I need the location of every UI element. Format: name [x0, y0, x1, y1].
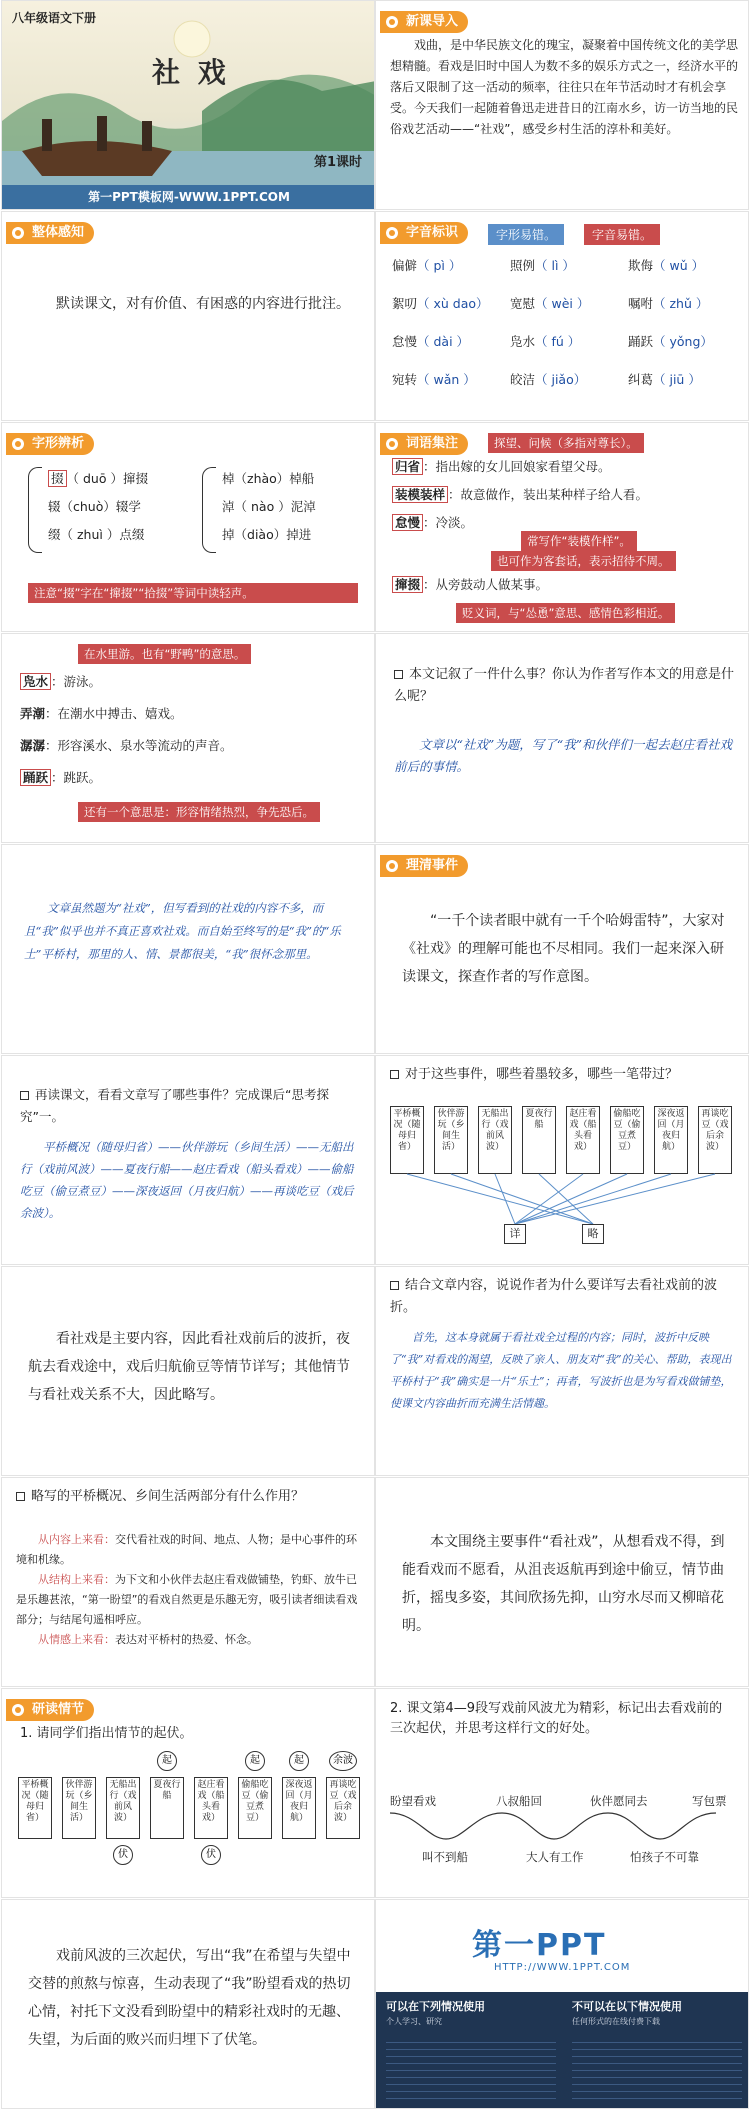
section-tag: 整体感知: [6, 222, 94, 244]
section-tag: 理清事件: [380, 855, 468, 877]
section-tag: 新课导入: [380, 11, 468, 33]
wave-top-label: 伙伴愿同去: [590, 1794, 648, 1808]
pron-item: [392, 294, 489, 312]
answer-text: 平桥概况（随母归省）——伙伴游玩（乡间生活）——无船出行（戏前风波）——夏夜行船——赵庄看戏（船头看戏）——偷船吃豆（偷豆煮豆）——深夜返回（月夜归航）——再谈吃豆（戏后余波）。: [20, 1140, 354, 1220]
pron-item: [510, 256, 575, 274]
event-box: 平桥概况（随母归省）: [390, 1106, 424, 1174]
cover-site: 第一PPT模板网-WWW.1PPT.COM: [2, 185, 375, 209]
pron-word: 凫水: [510, 334, 536, 349]
pron-item: [628, 294, 708, 312]
event-box: 偷船吃豆（偷豆煮豆）: [610, 1106, 644, 1174]
event-box: 无船出行（戏前风波）: [478, 1106, 512, 1174]
slide-overview[interactable]: [1, 211, 375, 421]
hint-glyph-error: 字形易错。: [488, 224, 564, 245]
slide-vocab[interactable]: [375, 422, 749, 632]
slide-plot[interactable]: [1, 1688, 375, 1898]
vocab2-item: [20, 768, 101, 786]
pron-pinyin: （ dài ）: [417, 334, 470, 349]
plot-box: 深夜返回（月夜归航）: [282, 1777, 316, 1839]
pron-pinyin: （ fú ）: [535, 334, 581, 349]
vocab2-def: ：形容溪水、泉水等流动的声音。: [45, 738, 233, 753]
waves-question: 2. 课文第4—9段写戏前风波尤为精彩，标记出去看戏前的三次起伏，并思考这样行文的好处。: [390, 1701, 723, 1736]
vocab-note-3: 贬义词，与“怂恿”意思、感情色彩相近。: [456, 603, 675, 623]
question-body: 再读课文，看看文章写了哪些事件？完成课后“思考探究”一。: [20, 1087, 329, 1124]
glyph-left-item: [48, 469, 148, 487]
wave-bottom-label: 大人有工作: [526, 1850, 584, 1864]
wave-bottom-label: 叫不到船: [422, 1850, 468, 1864]
ad-link-list-right: [572, 2036, 742, 2100]
slide-theme[interactable]: [1, 844, 375, 1054]
pron-item: [392, 370, 476, 388]
pron-pinyin: （ lì ）: [535, 258, 575, 273]
wave-top-label: 写包票: [692, 1794, 727, 1808]
pron-word: 絮叨: [392, 296, 418, 311]
slide-question-1[interactable]: [375, 633, 749, 843]
question-body: 略写的平桥概况、乡间生活两部分有什么作用？: [31, 1489, 305, 1504]
plot-rise-mark: 起: [289, 1751, 309, 1771]
vocab-top-note: 探望、问候（多指对尊长）。: [488, 433, 644, 453]
bullet-icon: [390, 1281, 399, 1290]
pron-pinyin: （ pì ）: [417, 258, 462, 273]
plot-box: 平桥概况（随母归省）: [18, 1777, 52, 1839]
question-text: [16, 1486, 360, 1508]
slide-vocab-2[interactable]: [1, 633, 375, 843]
question-body: 本文记叙了一件什么事？你认为作者写作本文的用意是什么呢？: [394, 667, 735, 704]
vocab-note-2: 也可作为客套话，表示招待不周。: [491, 551, 676, 571]
vocab2-top-note: 在水里游。也有“野鸭”的意思。: [78, 644, 251, 664]
structure-label: 从结构上来看：: [38, 1573, 115, 1586]
ad-url: HTTP://WWW.1PPT.COM: [494, 1962, 631, 1973]
ad-can-title: 可以在下列情况使用: [386, 2000, 485, 2013]
pron-word: 宛转: [392, 372, 418, 387]
wave-top-label: 盼望看戏: [390, 1794, 436, 1808]
vocab-term: 装模装样: [392, 486, 448, 503]
vocab-item: [392, 485, 648, 503]
glyph-right-item: [222, 525, 311, 543]
answer-text: 首先，这本身就属于看社戏全过程的内容；同时，波折中反映了“我”对看戏的渴望，反映了亲人、朋友对“我”的关心、帮助，表现出平桥村于“我”确实是一片“乐土”；再者，写波折也是为写看戏做铺垫，使课文内容曲折而充满生活情趣。: [390, 1331, 732, 1410]
conclusion-text: 戏前风波的三次起伏，写出“我”在希望与失望中交替的煎熬与惊喜，生动表现了“我”盼望看戏的热切心情，衬托下文没看到盼望中的精彩社戏时的无趣、失望，为后面的败兴而归埋下了伏笔。: [28, 1948, 351, 2048]
event-box: 深夜返回（月夜归航）: [654, 1106, 688, 1174]
vocab-item: [392, 575, 548, 593]
cover-lesson: 第1课时: [313, 155, 362, 170]
slide-pronunciation[interactable]: [375, 211, 749, 421]
pron-item: [628, 332, 713, 350]
pron-item: [628, 370, 701, 388]
pron-word: 照例: [510, 258, 536, 273]
content-text: 交代看社戏的时间、地点、人物；是中心事件的环境和机缘。: [16, 1533, 357, 1566]
pron-pinyin: （ wǎn ）: [417, 372, 476, 387]
glyph-detail: （diào）掉进: [234, 527, 312, 542]
vocab-term: 归省: [392, 458, 423, 475]
vocab2-term: 踊跃: [20, 769, 51, 786]
emotion-label: 从情感上来看：: [38, 1633, 115, 1646]
pron-word: 宽慰: [510, 296, 536, 311]
vocab-def: ：故意做作，装出某种样子给人看。: [448, 487, 649, 502]
pron-pinyin: （ wèi ）: [535, 296, 590, 311]
plot-question: 1. 请同学们指出情节的起伏。: [20, 1726, 193, 1741]
pron-item: [510, 370, 586, 388]
pron-pinyin: （ jiǎo）: [535, 372, 587, 387]
ad-cannot-note: 任何形式的在线付费下载: [572, 2017, 660, 2026]
question-text: [390, 1275, 734, 1319]
pron-item: [510, 332, 580, 350]
plot-box: 夏夜行船: [150, 1777, 184, 1839]
pron-word: 欺侮: [628, 258, 654, 273]
slide-summary[interactable]: [375, 1477, 749, 1687]
pron-word: 纠葛: [628, 372, 654, 387]
vocab2-item: [20, 672, 101, 690]
pron-pinyin: （ yǒng）: [653, 334, 713, 349]
bullet-icon: [394, 670, 403, 679]
overview-text: 默读课文，对有价值、有困惑的内容进行批注。: [56, 296, 350, 312]
vocab2-def: ：游泳。: [51, 674, 102, 689]
pron-item: [392, 256, 461, 274]
slide-glyph-compare[interactable]: [1, 422, 375, 632]
plot-box: 再谈吃豆（戏后余波）: [326, 1777, 360, 1839]
section-tag: 字形辨析: [6, 433, 94, 455]
pron-item: [392, 332, 469, 350]
left-brace: [28, 467, 42, 553]
vocab-def: ：从旁鼓动人做某事。: [423, 577, 549, 592]
slide-events[interactable]: [375, 844, 749, 1054]
slide-question-3[interactable]: [375, 1266, 749, 1476]
glyph-left-item: [48, 525, 144, 543]
connector-lines: [376, 1056, 749, 1265]
plot-box: 无船出行（戏前风波）: [106, 1777, 140, 1839]
slide-detail-brief[interactable]: [375, 1055, 749, 1265]
question-text: [20, 1084, 360, 1128]
slide-conclusion[interactable]: [1, 1899, 375, 2109]
vocab2-item: [20, 704, 183, 722]
plot-box: 伙伴游玩（乡间生活）: [62, 1777, 96, 1839]
vocab2-term: 潺潺: [20, 738, 46, 753]
glyph-char: 淖: [222, 499, 235, 514]
event-box: 再谈吃豆（戏后余波）: [698, 1106, 732, 1174]
vocab-term: 撺掇: [392, 576, 423, 593]
reason-text: 看社戏是主要内容，因此看社戏前后的波折，夜航去看戏途中，戏后归航偷豆等情节详写；其他情节与看社戏关系不大，因此略写。: [28, 1331, 350, 1403]
glyph-detail: （ zhuì ）点缀: [60, 527, 145, 542]
wave-top-label: 八叔船回: [496, 1794, 542, 1808]
vocab2-term: 弄潮: [20, 706, 46, 721]
ad-link-list-left: [386, 2036, 556, 2100]
vocab-note-1: 常写作“装模作样”。: [521, 531, 637, 551]
plot-box: 赵庄看戏（船头看戏）: [194, 1777, 228, 1839]
plot-box: 偷船吃豆（偷豆煮豆）: [238, 1777, 272, 1839]
brief-label: 略: [582, 1224, 604, 1244]
cover-title: 社 戏: [152, 56, 230, 89]
slide-cover[interactable]: [1, 0, 375, 210]
vocab-item: [392, 513, 473, 531]
vocab2-item: [20, 736, 233, 754]
pron-pinyin: （ jiū ）: [653, 372, 701, 387]
section-tag: 研读情节: [6, 1699, 94, 1721]
summary-text: 本文围绕主要事件“看社戏”，从想看戏不得，到能看戏而不愿看，从沮丧返航再到途中偷豆，情节曲折，摇曳多姿，其间欣扬先抑，山穷水尽而又柳暗花明。: [402, 1534, 725, 1634]
event-box: 伙伴游玩（乡间生活）: [434, 1106, 468, 1174]
plot-rise-mark: 余波: [329, 1751, 357, 1771]
glyph-detail: （zhào）棹船: [234, 471, 315, 486]
pron-pinyin: （ zhǔ ）: [653, 296, 709, 311]
pron-pinyin: （ wǔ ）: [653, 258, 705, 273]
answer-text: 文章以“社戏”为题，写了“我”和伙伴们一起去赵庄看社戏前后的事情。: [394, 737, 733, 774]
connector-line: [407, 1174, 593, 1224]
cover-illustration: [2, 1, 375, 210]
pron-word: 嘱咐: [628, 296, 654, 311]
glyph-detail: （ duō ）撺掇: [66, 471, 148, 486]
wave-bottom-label: 怕孩子不可靠: [630, 1850, 699, 1864]
pron-word: 偏僻: [392, 258, 418, 273]
theme-text: 文章虽然题为“社戏”，但写看到的社戏的内容不多，而且“我”似乎也并不真正喜欢社戏。而自始至终写的是“我”的“乐土”平桥村，那里的人、情、景都很美，“我”很怀念那里。: [24, 901, 341, 961]
vocab-def: ：指出嫁的女儿回娘家看望父母。: [423, 459, 611, 474]
pron-word: 皎洁: [510, 372, 536, 387]
pron-word: 踊跃: [628, 334, 654, 349]
emotion-text: 表达对平桥村的热爱、怀念。: [115, 1633, 258, 1646]
glyph-detail: （chuò）辍学: [60, 499, 141, 514]
vocab2-def: ：在潮水中搏击、嬉戏。: [45, 706, 183, 721]
ad-logo-area: [376, 1900, 749, 1992]
vocab-def: ：冷淡。: [423, 515, 474, 530]
plot-fall-mark: 伏: [113, 1845, 133, 1865]
bullet-icon: [20, 1091, 29, 1100]
detail-label: 详: [504, 1224, 526, 1244]
slide-question-4[interactable]: [1, 1477, 375, 1687]
ad-can-note: 个人学习、研究: [386, 2017, 442, 2026]
glyph-char: 掇: [48, 470, 67, 487]
vocab2-bottom-note: 还有一个意思是：形容情绪热烈，争先恐后。: [78, 802, 320, 822]
pron-pinyin: （ xù dao）: [417, 296, 489, 311]
glyph-right-item: [222, 497, 316, 515]
slide-ad[interactable]: [375, 1899, 749, 2109]
vocab-term: 怠慢: [392, 514, 423, 531]
vocab2-term: 凫水: [20, 673, 51, 690]
connector-line: [515, 1174, 671, 1224]
event-box: 赵庄看戏（船头看戏）: [566, 1106, 600, 1174]
glyph-left-item: [48, 497, 141, 515]
plot-rise-mark: 起: [157, 1751, 177, 1771]
pron-word: 怠慢: [392, 334, 418, 349]
pron-item: [510, 294, 589, 312]
vocab-item: [392, 457, 611, 475]
section-tag: 字音标识: [380, 222, 468, 244]
ad-cannot-title: 不可以在以下情况使用: [572, 2000, 682, 2013]
glyph-detail: （ nào ）泥淖: [234, 499, 316, 514]
connector-line: [515, 1174, 715, 1224]
ad-panel: [376, 1992, 749, 2109]
cover-book-label: 八年级语文下册: [12, 11, 97, 25]
glyph-char: 棹: [222, 471, 235, 486]
glyph-note: 注意“掇”字在“撺掇”“拾掇”等词中读轻声。: [28, 583, 358, 603]
slide-three-waves[interactable]: [375, 1688, 749, 1898]
glyph-right-item: [222, 469, 314, 487]
events-text: “一千个读者眼中就有一千个哈姆雷特”，大家对《社戏》的理解可能也不尽相同。我们一起来深入研读课文，探查作者的写作意图。: [402, 913, 725, 985]
connector-line: [495, 1174, 515, 1224]
intro-text: 戏曲，是中华民族文化的瑰宝，凝聚着中国传统文化的美学思想精髓。看戏是旧时中国人为数不多的娱乐方式之一，经济水平的落后又限制了这一活动的频率，往往只在年节活动时才有机会享受。今天我们一起随着鲁迅走进昔日的江南水乡，访一访当地的民俗戏艺活动——“社戏”，感受乡村生活的淳朴和美好。: [390, 38, 739, 136]
bullet-icon: [16, 1492, 25, 1501]
question-body: 对于这些事件，哪些着墨较多，哪些一笔带过？: [405, 1067, 679, 1082]
plot-fall-mark: 伏: [201, 1845, 221, 1865]
slide-intro[interactable]: [375, 0, 749, 210]
question-body: 结合文章内容，说说作者为什么要详写去看社戏前的波折。: [390, 1278, 718, 1315]
plot-rise-mark: 起: [245, 1751, 265, 1771]
wave-path: [390, 1813, 716, 1839]
slide-question-2[interactable]: [1, 1055, 375, 1265]
glyph-char: 掉: [222, 527, 235, 542]
ad-logo: 第一PPT: [472, 1928, 607, 1963]
right-brace: [202, 467, 216, 553]
event-box: 夏夜行船: [522, 1106, 556, 1174]
hint-sound-error: 字音易错。: [584, 224, 660, 245]
question-text: [394, 664, 734, 708]
vocab2-def: ：跳跃。: [51, 770, 102, 785]
glyph-char: 辍: [48, 499, 61, 514]
glyph-char: 缀: [48, 527, 61, 542]
section-tag: 词语集注: [380, 433, 468, 455]
answer-content: [16, 1530, 362, 1650]
slide-detail-reason[interactable]: [1, 1266, 375, 1476]
content-label: 从内容上来看：: [38, 1533, 115, 1546]
pron-item: [628, 256, 704, 274]
structure-text: 为下文和小伙伴去赵庄看戏做铺垫，钓虾、放牛已是乐趣甚浓，“第一盼望”的看戏自然更是乐趣无穷，吸引读者细读看戏部分；与结尾句遥相呼应。: [16, 1573, 358, 1626]
